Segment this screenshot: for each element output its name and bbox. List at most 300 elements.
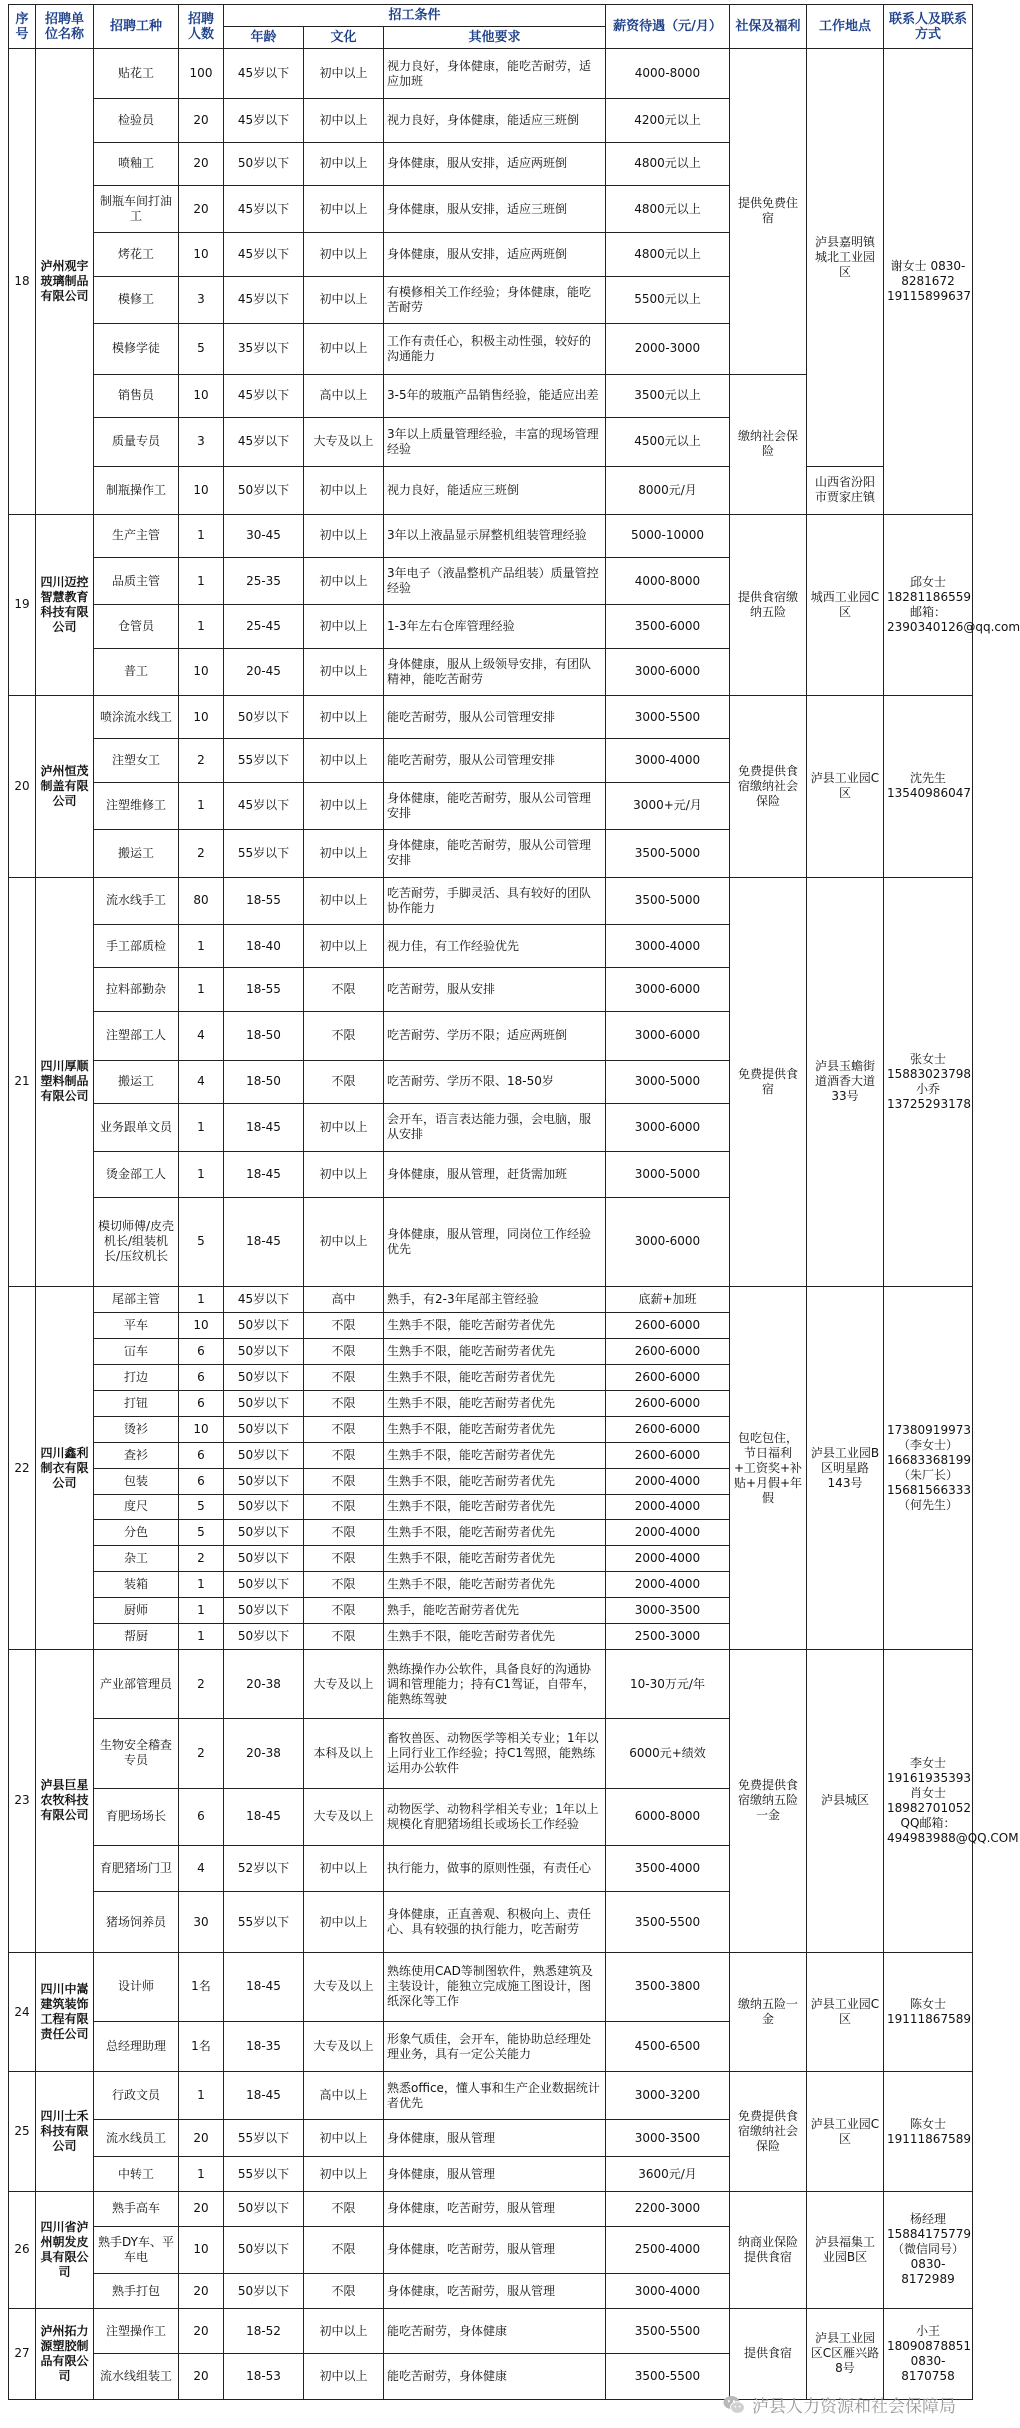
job-education: 初中以上 (304, 2354, 384, 2400)
job-requirements: 有模修相关工作经验；身体健康，能吃苦耐劳 (384, 276, 606, 324)
job-salary: 3000-4000 (606, 2274, 730, 2309)
job-salary: 5500元以上 (606, 276, 730, 324)
job-education: 不限 (304, 1624, 384, 1650)
job-count: 2 (179, 1719, 224, 1788)
job-title: 质量专员 (94, 417, 179, 466)
job-requirements: 视力良好，身体健康，能适应三班倒 (384, 99, 606, 142)
job-education: 本科及以上 (304, 1719, 384, 1788)
job-education: 不限 (304, 1312, 384, 1338)
job-education: 不限 (304, 1546, 384, 1572)
job-education: 不限 (304, 2226, 384, 2274)
job-title: 搬运工 (94, 830, 179, 878)
row-number: 18 (9, 49, 36, 515)
job-education: 初中以上 (304, 49, 384, 99)
job-count: 1 (179, 968, 224, 1011)
job-age: 50岁以下 (224, 2274, 304, 2309)
job-salary: 2000-3000 (606, 324, 730, 374)
company-name: 泸州拓力源塑胶制品有限公司 (36, 2308, 94, 2399)
job-salary: 6000-8000 (606, 1788, 730, 1846)
job-age: 45岁以下 (224, 276, 304, 324)
job-salary: 3000-6000 (606, 648, 730, 696)
job-requirements: 吃苦耐劳、学历不限；适应两班倒 (384, 1011, 606, 1060)
job-salary: 3500-5000 (606, 830, 730, 878)
table-row (9, 49, 973, 99)
job-title: 厨师 (94, 1598, 179, 1624)
job-count: 20 (179, 185, 224, 233)
job-salary: 2600-6000 (606, 1390, 730, 1416)
job-requirements: 身体健康，吃苦耐劳，服从管理 (384, 2274, 606, 2309)
job-requirements: 3年以上液晶显示屏整机组装管理经验 (384, 514, 606, 557)
header-count: 招聘人数 (179, 5, 224, 49)
row-number: 24 (9, 1952, 36, 2072)
job-education: 高中 (304, 1287, 384, 1313)
job-count: 4 (179, 1846, 224, 1892)
job-age: 18-55 (224, 877, 304, 925)
job-education: 初中以上 (304, 1197, 384, 1286)
header-contact: 联系人及联系方式 (884, 5, 973, 49)
job-requirements: 生熟手不限，能吃苦耐劳者优先 (384, 1546, 606, 1572)
job-requirements: 生熟手不限，能吃苦耐劳者优先 (384, 1494, 606, 1520)
job-count: 20 (179, 2274, 224, 2309)
welfare: 包吃包住，节日福利+工资奖+补贴+月假+年假 (730, 1287, 807, 1650)
work-location: 泸县福集工业园B区 (807, 2192, 884, 2309)
job-requirements: 身体健康，服从管理 (384, 2157, 606, 2192)
job-title: 普工 (94, 648, 179, 696)
job-salary: 3000-6000 (606, 1011, 730, 1060)
job-education: 不限 (304, 1416, 384, 1442)
job-salary: 3500-4000 (606, 1846, 730, 1892)
work-location: 城西工业园C区 (807, 514, 884, 696)
job-title: 注塑维修工 (94, 782, 179, 830)
job-age: 18-45 (224, 1151, 304, 1197)
job-age: 50岁以下 (224, 1416, 304, 1442)
company-name: 四川厚顺塑料制品有限公司 (36, 877, 94, 1286)
job-count: 20 (179, 2120, 224, 2157)
job-count: 6 (179, 1442, 224, 1468)
job-count: 1 (179, 2072, 224, 2120)
job-title: 猪场饲养员 (94, 1892, 179, 1953)
job-age: 50岁以下 (224, 1364, 304, 1390)
job-title: 中转工 (94, 2157, 179, 2192)
job-education: 初中以上 (304, 142, 384, 185)
job-requirements: 生熟手不限，能吃苦耐劳者优先 (384, 1338, 606, 1364)
job-requirements: 身体健康，能吃苦耐劳，服从公司管理安排 (384, 830, 606, 878)
job-salary: 3500元以上 (606, 374, 730, 417)
job-age: 45岁以下 (224, 49, 304, 99)
job-title: 分色 (94, 1520, 179, 1546)
job-age: 18-55 (224, 968, 304, 1011)
job-title: 喷涂流水线工 (94, 696, 179, 739)
job-education: 高中以上 (304, 374, 384, 417)
job-salary: 5000-10000 (606, 514, 730, 557)
watermark-text: 泸县人力资源和社会保障局 (752, 2397, 956, 2417)
job-age: 18-40 (224, 925, 304, 968)
table-row (9, 1287, 973, 1313)
job-title: 育肥猪场门卫 (94, 1846, 179, 1892)
job-age: 18-45 (224, 1788, 304, 1846)
job-title: 烫金部工人 (94, 1151, 179, 1197)
job-count: 1 (179, 605, 224, 648)
row-number: 22 (9, 1287, 36, 1650)
company-name: 泸州观宇玻璃制品有限公司 (36, 49, 94, 515)
job-requirements: 工作有责任心，积极主动性强，较好的沟通能力 (384, 324, 606, 374)
job-education: 初中以上 (304, 466, 384, 514)
job-count: 10 (179, 233, 224, 276)
job-requirements: 身体健康，服从管理，同岗位工作经验优先 (384, 1197, 606, 1286)
job-count: 1 (179, 557, 224, 605)
job-salary: 2000-4000 (606, 1572, 730, 1598)
job-age: 55岁以下 (224, 1892, 304, 1953)
job-count: 1 (179, 1151, 224, 1197)
job-count: 2 (179, 739, 224, 782)
job-education: 初中以上 (304, 233, 384, 276)
job-title: 模修工 (94, 276, 179, 324)
job-title: 帮厨 (94, 1624, 179, 1650)
job-education: 不限 (304, 968, 384, 1011)
work-location: 泸县嘉明镇城北工业园区 (807, 49, 884, 467)
job-title: 产业部管理员 (94, 1650, 179, 1719)
job-requirements: 熟手，能吃苦耐劳者优先 (384, 1598, 606, 1624)
job-age: 50岁以下 (224, 1494, 304, 1520)
job-age: 18-45 (224, 2072, 304, 2120)
job-title: 生物安全稽查专员 (94, 1719, 179, 1788)
job-age: 55岁以下 (224, 2157, 304, 2192)
job-title: 装箱 (94, 1572, 179, 1598)
job-title: 流水线组装工 (94, 2354, 179, 2400)
job-count: 1 (179, 2157, 224, 2192)
job-age: 50岁以下 (224, 1546, 304, 1572)
job-title: 模修学徒 (94, 324, 179, 374)
job-title: 打边 (94, 1364, 179, 1390)
job-age: 50岁以下 (224, 1312, 304, 1338)
job-count: 1 (179, 1598, 224, 1624)
job-count: 5 (179, 1197, 224, 1286)
job-education: 高中以上 (304, 2072, 384, 2120)
job-count: 5 (179, 1494, 224, 1520)
recruitment-table (8, 4, 1020, 2400)
welfare: 免费提供食宿缴纳五险一金 (730, 1650, 807, 1953)
job-requirements: 身体健康，服从上级领导安排，有团队精神，能吃苦耐劳 (384, 648, 606, 696)
job-age: 18-52 (224, 2308, 304, 2353)
job-title: 检验员 (94, 99, 179, 142)
job-salary: 2600-6000 (606, 1416, 730, 1442)
job-salary: 4500-6500 (606, 2022, 730, 2072)
header-edu: 文化 (304, 27, 384, 49)
contact-info: 小王 18090878851 0830-8170758 (884, 2308, 973, 2399)
job-title: 流水线员工 (94, 2120, 179, 2157)
job-title: 尾部主管 (94, 1287, 179, 1313)
job-count: 3 (179, 276, 224, 324)
job-age: 25-45 (224, 605, 304, 648)
job-education: 初中以上 (304, 185, 384, 233)
job-title: 杂工 (94, 1546, 179, 1572)
job-count: 6 (179, 1338, 224, 1364)
job-requirements: 生熟手不限，能吃苦耐劳者优先 (384, 1390, 606, 1416)
contact-info: 李女士 19161935393 肖女士 18982701052 QQ邮箱：494983988@QQ.COM (884, 1650, 973, 1953)
job-education: 不限 (304, 1598, 384, 1624)
welfare: 缴纳五险一金 (730, 1952, 807, 2072)
job-requirements: 生熟手不限，能吃苦耐劳者优先 (384, 1624, 606, 1650)
job-age: 18-45 (224, 1197, 304, 1286)
job-education: 大专及以上 (304, 417, 384, 466)
job-requirements: 生熟手不限，能吃苦耐劳者优先 (384, 1312, 606, 1338)
job-requirements: 生熟手不限，能吃苦耐劳者优先 (384, 1442, 606, 1468)
job-age: 30-45 (224, 514, 304, 557)
job-education: 初中以上 (304, 696, 384, 739)
job-title: 手工部质检 (94, 925, 179, 968)
job-salary: 2200-3000 (606, 2192, 730, 2227)
job-count: 20 (179, 2354, 224, 2400)
job-requirements: 熟悉office，懂人事和生产企业数据统计者优先 (384, 2072, 606, 2120)
job-age: 45岁以下 (224, 782, 304, 830)
job-count: 6 (179, 1468, 224, 1494)
job-count: 5 (179, 324, 224, 374)
table-row (9, 466, 973, 514)
job-education: 初中以上 (304, 99, 384, 142)
job-requirements: 身体健康，服从安排，适应三班倒 (384, 185, 606, 233)
row-number: 27 (9, 2308, 36, 2399)
job-education: 初中以上 (304, 605, 384, 648)
contact-info: 张女士 15883023798 小乔 13725293178 (884, 877, 973, 1286)
job-count: 4 (179, 1011, 224, 1060)
job-age: 50岁以下 (224, 466, 304, 514)
job-requirements: 生熟手不限，能吃苦耐劳者优先 (384, 1364, 606, 1390)
row-number: 26 (9, 2192, 36, 2309)
job-age: 18-35 (224, 2022, 304, 2072)
job-age: 50岁以下 (224, 1520, 304, 1546)
job-age: 50岁以下 (224, 1624, 304, 1650)
job-title: 业务跟单文员 (94, 1103, 179, 1151)
job-education: 大专及以上 (304, 1952, 384, 2021)
row-number: 23 (9, 1650, 36, 1953)
job-title: 贴花工 (94, 49, 179, 99)
job-education: 不限 (304, 1338, 384, 1364)
job-requirements: 能吃苦耐劳，服从公司管理安排 (384, 696, 606, 739)
job-education: 初中以上 (304, 1151, 384, 1197)
job-age: 50岁以下 (224, 2192, 304, 2227)
work-location: 泸县工业园区C区雁兴路8号 (807, 2308, 884, 2399)
job-education: 不限 (304, 1390, 384, 1416)
job-education: 不限 (304, 1572, 384, 1598)
job-requirements: 吃苦耐劳，手脚灵活、具有较好的团队协作能力 (384, 877, 606, 925)
job-education: 不限 (304, 1060, 384, 1103)
header-age: 年龄 (224, 27, 304, 49)
job-requirements: 能吃苦耐劳，身体健康 (384, 2354, 606, 2400)
table-body (9, 49, 1020, 2400)
work-location: 泸县工业园C区 (807, 2072, 884, 2192)
job-education: 不限 (304, 1442, 384, 1468)
job-age: 50岁以下 (224, 1338, 304, 1364)
job-requirements: 会开车，语言表达能力强，会电脑，服从安排 (384, 1103, 606, 1151)
job-requirements: 形象气质佳，会开车，能协助总经理处理业务，具有一定公关能力 (384, 2022, 606, 2072)
job-count: 1 (179, 925, 224, 968)
job-salary: 3500-5500 (606, 1892, 730, 1953)
job-count: 20 (179, 2192, 224, 2227)
job-age: 25-35 (224, 557, 304, 605)
job-count: 10 (179, 1416, 224, 1442)
job-count: 20 (179, 142, 224, 185)
work-location: 泸县城区 (807, 1650, 884, 1953)
job-age: 18-53 (224, 2354, 304, 2400)
job-age: 52岁以下 (224, 1846, 304, 1892)
job-education: 大专及以上 (304, 2022, 384, 2072)
job-salary: 3000-4000 (606, 739, 730, 782)
job-requirements: 能吃苦耐劳，身体健康 (384, 2308, 606, 2353)
job-title: 搬运工 (94, 1060, 179, 1103)
work-location: 泸县工业园C区 (807, 1952, 884, 2072)
job-count: 3 (179, 417, 224, 466)
job-education: 不限 (304, 2192, 384, 2227)
work-location: 泸县工业园B区明星路143号 (807, 1287, 884, 1650)
job-salary: 2600-6000 (606, 1442, 730, 1468)
job-age: 45岁以下 (224, 233, 304, 276)
job-age: 18-45 (224, 1103, 304, 1151)
contact-info: 邱女士 18281186559 邮箱：2390340126@qq.com (884, 514, 973, 696)
job-title: 拉料部勤杂 (94, 968, 179, 1011)
welfare: 纳商业保险提供食宿 (730, 2192, 807, 2309)
job-title: 烤花工 (94, 233, 179, 276)
job-salary: 3500-3800 (606, 1952, 730, 2021)
job-education: 初中以上 (304, 925, 384, 968)
job-salary: 3000+元/月 (606, 782, 730, 830)
job-salary: 2600-6000 (606, 1364, 730, 1390)
job-title: 查衫 (94, 1442, 179, 1468)
welfare: 提供食宿缴纳五险 (730, 514, 807, 696)
job-education: 初中以上 (304, 830, 384, 878)
work-location: 泸县玉蟾街道酒香大道33号 (807, 877, 884, 1286)
job-education: 不限 (304, 1494, 384, 1520)
job-requirements: 执行能力，做事的原则性强，有责任心 (384, 1846, 606, 1892)
job-education: 初中以上 (304, 739, 384, 782)
job-title: 生产主管 (94, 514, 179, 557)
job-education: 初中以上 (304, 1846, 384, 1892)
table-row (9, 1650, 973, 1719)
table-row (9, 696, 973, 739)
job-salary: 3500-5500 (606, 2308, 730, 2353)
job-salary: 3500-6000 (606, 605, 730, 648)
job-count: 2 (179, 830, 224, 878)
job-salary: 2600-6000 (606, 1312, 730, 1338)
job-count: 100 (179, 49, 224, 99)
job-salary: 底薪+加班 (606, 1287, 730, 1313)
job-salary: 4000-8000 (606, 557, 730, 605)
job-education: 初中以上 (304, 2157, 384, 2192)
job-education: 初中以上 (304, 1103, 384, 1151)
job-requirements: 身体健康，吃苦耐劳，服从管理 (384, 2192, 606, 2227)
job-title: 烫衫 (94, 1416, 179, 1442)
job-requirements: 1-3年左右仓库管理经验 (384, 605, 606, 648)
welfare: 免费提供食宿缴纳社会保险 (730, 2072, 807, 2192)
row-number: 25 (9, 2072, 36, 2192)
contact-info: 谢女士 0830-8281672 19115899637 (884, 49, 973, 515)
contact-info: 沈先生 13540986047 (884, 696, 973, 878)
job-salary: 2000-4000 (606, 1494, 730, 1520)
company-name: 四川省泸州朝发皮具有限公司 (36, 2192, 94, 2309)
job-count: 6 (179, 1364, 224, 1390)
job-title: 销售员 (94, 374, 179, 417)
job-title: 包装 (94, 1468, 179, 1494)
job-count: 20 (179, 99, 224, 142)
job-title: 总经理助理 (94, 2022, 179, 2072)
company-name: 泸州恒茂制盖有限公司 (36, 696, 94, 878)
job-requirements: 身体健康，吃苦耐劳，服从管理 (384, 2226, 606, 2274)
job-requirements: 熟练使用CAD等制图软件，熟悉建筑及主装设计，能独立完成施工图设计，图纸深化等工作 (384, 1952, 606, 2021)
job-education: 不限 (304, 1468, 384, 1494)
welfare: 免费提供食宿 (730, 877, 807, 1286)
table-row (9, 877, 973, 925)
job-education: 大专及以上 (304, 1788, 384, 1846)
job-requirements: 畜牧兽医、动物医学等相关专业；1年以上同行业工作经验；持C1驾照，能熟练运用办公软件 (384, 1719, 606, 1788)
job-age: 50岁以下 (224, 1572, 304, 1598)
job-education: 初中以上 (304, 877, 384, 925)
job-age: 50岁以下 (224, 142, 304, 185)
job-salary: 3000-6000 (606, 1197, 730, 1286)
job-education: 初中以上 (304, 514, 384, 557)
job-title: 育肥场场长 (94, 1788, 179, 1846)
job-count: 10 (179, 2226, 224, 2274)
job-education: 初中以上 (304, 1892, 384, 1953)
job-title: 行政文员 (94, 2072, 179, 2120)
job-requirements: 视力良好，身体健康，能吃苦耐劳，适应加班 (384, 49, 606, 99)
job-requirements: 吃苦耐劳、学历不限、18-50岁 (384, 1060, 606, 1103)
job-age: 20-38 (224, 1719, 304, 1788)
company-name: 四川士禾科技有限公司 (36, 2072, 94, 2192)
table-row (9, 2308, 973, 2353)
job-requirements: 熟手，有2-3年尾部主管经验 (384, 1287, 606, 1313)
job-age: 50岁以下 (224, 1598, 304, 1624)
job-education: 初中以上 (304, 324, 384, 374)
job-requirements: 吃苦耐劳，服从安排 (384, 968, 606, 1011)
header-job: 招聘工种 (94, 5, 179, 49)
job-salary: 2000-4000 (606, 1546, 730, 1572)
job-requirements: 3-5年的玻瓶产品销售经验，能适应出差 (384, 374, 606, 417)
job-salary: 6000元+绩效 (606, 1719, 730, 1788)
job-age: 18-45 (224, 1952, 304, 2021)
job-title: 制瓶操作工 (94, 466, 179, 514)
job-count: 2 (179, 1650, 224, 1719)
job-title: 仓管员 (94, 605, 179, 648)
job-salary: 2600-6000 (606, 1338, 730, 1364)
job-salary: 3000-5500 (606, 696, 730, 739)
job-age: 45岁以下 (224, 99, 304, 142)
job-title: 喷釉工 (94, 142, 179, 185)
job-count: 1 (179, 1103, 224, 1151)
job-title: 设计师 (94, 1952, 179, 2021)
job-age: 50岁以下 (224, 2226, 304, 2274)
work-location: 山西省汾阳市贾家庄镇 (807, 466, 884, 514)
job-salary: 3600元/月 (606, 2157, 730, 2192)
job-requirements: 身体健康，正直善观、积极向上、责任心、具有较强的执行能力，吃苦耐劳 (384, 1892, 606, 1953)
job-salary: 3500-5500 (606, 2354, 730, 2400)
job-age: 50岁以下 (224, 1390, 304, 1416)
job-salary: 3000-6000 (606, 968, 730, 1011)
job-education: 不限 (304, 2274, 384, 2309)
job-education: 大专及以上 (304, 1650, 384, 1719)
contact-info: 陈女士 19111867589 (884, 1952, 973, 2072)
job-requirements: 视力良好，能适应三班倒 (384, 466, 606, 514)
job-education: 初中以上 (304, 2120, 384, 2157)
job-age: 55岁以下 (224, 739, 304, 782)
job-count: 6 (179, 1788, 224, 1846)
job-count: 1名 (179, 1952, 224, 2021)
recruitment-sheet (8, 4, 1020, 2400)
job-requirements: 生熟手不限，能吃苦耐劳者优先 (384, 1468, 606, 1494)
job-salary: 3000-5000 (606, 1060, 730, 1103)
job-age: 18-50 (224, 1011, 304, 1060)
company-name: 四川鑫利制衣有限公司 (36, 1287, 94, 1650)
job-age: 45岁以下 (224, 374, 304, 417)
job-salary: 2500-4000 (606, 2226, 730, 2274)
